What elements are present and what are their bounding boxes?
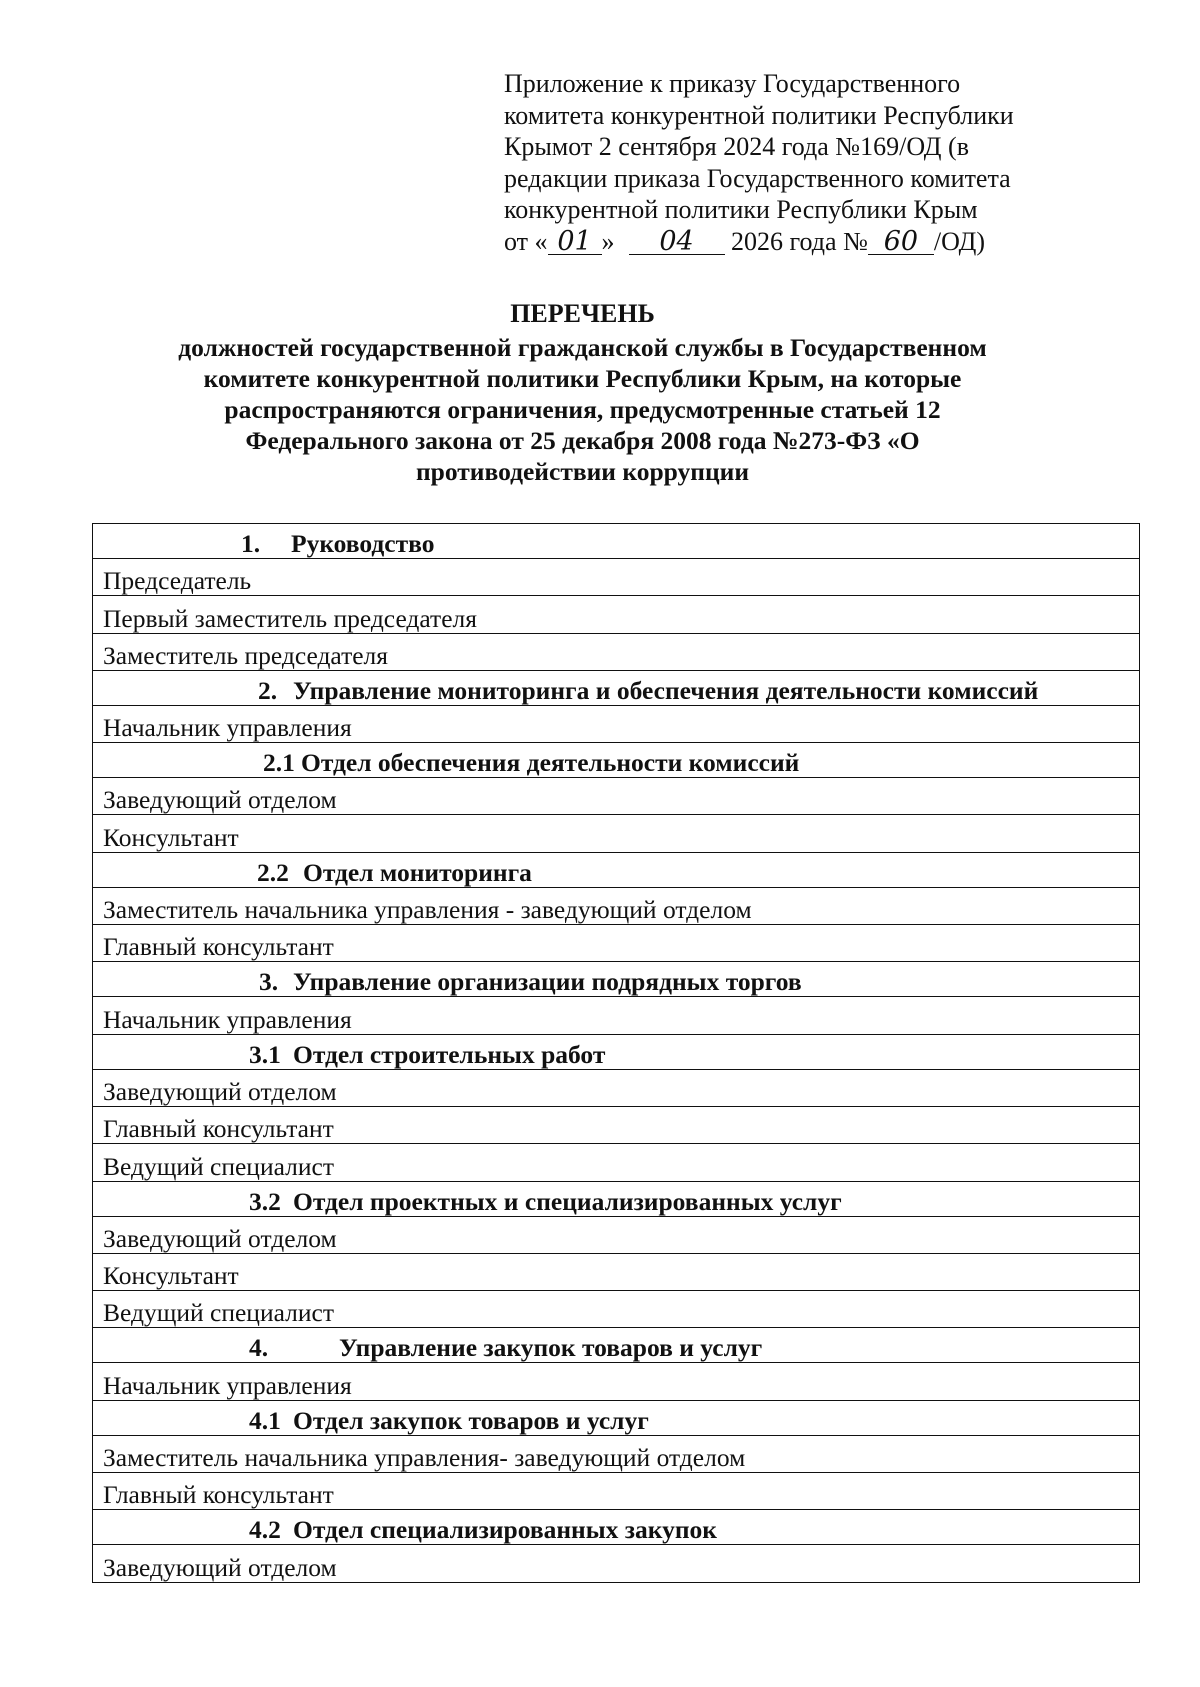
table-row: [93, 1144, 1140, 1181]
position-cell: Первый заместитель председателя: [93, 596, 1140, 633]
position-cell: Консультант: [93, 1253, 1140, 1290]
position-cell: Заместитель председателя: [93, 633, 1140, 670]
table-row: [93, 559, 1140, 596]
section-row: [93, 524, 1140, 559]
table-row: [93, 1363, 1140, 1400]
section-title: Отдел проектных и специализированных услуг: [293, 1186, 842, 1216]
from-label: от «: [504, 226, 548, 256]
table-row: [93, 1435, 1140, 1472]
document-title: [100, 298, 1065, 487]
section-number: 4.: [249, 1333, 269, 1363]
section-row: [93, 743, 1140, 778]
section-row: [93, 1510, 1140, 1545]
section-heading: [93, 670, 1140, 705]
section-number: 3.: [259, 967, 279, 997]
handwritten-number: 60: [868, 230, 934, 255]
position-cell: Заведующий отделом: [93, 778, 1140, 815]
position-cell: Главный консультант: [93, 925, 1140, 962]
position-cell: Заведующий отделом: [93, 1545, 1140, 1582]
appendix-line: конкурентной политики Республики Крым: [504, 195, 978, 224]
position-cell: Заместитель начальника управления- заведующий отделом: [93, 1435, 1140, 1472]
table-row: [93, 1291, 1140, 1328]
title-line: распространяются ограничения, предусмотренные статьей 12: [224, 395, 941, 424]
section-number: 4.1: [249, 1405, 281, 1435]
position-cell: Главный консультант: [93, 1473, 1140, 1510]
section-title: Отдел строительных работ: [293, 1039, 606, 1069]
section-heading: [93, 1510, 1140, 1545]
section-number: 3.1: [249, 1039, 281, 1069]
appendix-line: редакции приказа Государственного комитета: [504, 163, 1011, 193]
table-row: [93, 1106, 1140, 1143]
section-number: 2.1: [263, 748, 295, 778]
table-row: [93, 1253, 1140, 1290]
section-title: Отдел закупок товаров и услуг: [293, 1405, 649, 1435]
section-number: 4.2: [249, 1515, 281, 1545]
appendix-line: Крымот 2 сентября 2024 года №169/ОД (в: [504, 132, 969, 161]
section-row: [93, 1400, 1140, 1435]
position-cell: Заместитель начальника управления - заведующий отделом: [93, 887, 1140, 924]
title-line: Федерального закона от 25 декабря 2008 года №273-ФЗ «О: [245, 426, 920, 455]
year-label: 2026 года №: [731, 226, 868, 256]
position-cell: Консультант: [93, 815, 1140, 852]
quote-close: »: [601, 226, 615, 256]
table-row: [93, 1473, 1140, 1510]
section-heading: [93, 962, 1140, 997]
position-cell: Главный консультант: [93, 1106, 1140, 1143]
section-heading: [93, 1034, 1140, 1069]
section-title: Руководство: [291, 529, 435, 558]
positions-table: [92, 523, 1140, 1583]
order-suffix: /ОД): [933, 226, 985, 256]
section-heading: [93, 1400, 1140, 1435]
title-line: должностей государственной гражданской службы в Государственном: [178, 333, 987, 362]
appendix-line: комитета конкурентной политики Республики: [504, 100, 1014, 130]
section-row: [93, 852, 1140, 887]
position-cell: Начальник управления: [93, 1363, 1140, 1400]
section-title: Управление закупок товаров и услуг: [339, 1333, 763, 1363]
section-title: Управление мониторинга и обеспечения деятельности комиссий: [293, 675, 1039, 705]
section-heading: [93, 1181, 1140, 1216]
section-title: Отдел специализированных закупок: [293, 1515, 717, 1545]
section-number: 1.: [241, 529, 261, 558]
handwritten-month: 04: [629, 230, 725, 255]
section-heading: [93, 743, 1140, 778]
table-row: [93, 997, 1140, 1034]
table-row: [93, 633, 1140, 670]
table-row: [93, 1545, 1140, 1582]
table-row: [93, 1216, 1140, 1253]
appendix-line: Приложение к приказу Государственного: [504, 69, 961, 98]
table-row: [93, 778, 1140, 815]
section-heading: [93, 1328, 1140, 1363]
table-row: [93, 596, 1140, 633]
section-row: [93, 1034, 1140, 1069]
section-number: 3.2: [249, 1186, 281, 1216]
title-line: комитете конкурентной политики Республики Крым, на которые: [203, 364, 962, 393]
appendix-note: [504, 68, 1104, 257]
section-row: [93, 670, 1140, 705]
section-number: 2.2: [257, 857, 289, 887]
section-row: [93, 1181, 1140, 1216]
section-row: [93, 1328, 1140, 1363]
position-cell: Начальник управления: [93, 997, 1140, 1034]
section-heading: [93, 852, 1140, 887]
position-cell: Ведущий специалист: [93, 1144, 1140, 1181]
table-row: [93, 815, 1140, 852]
table-row: [93, 887, 1140, 924]
section-row: [93, 962, 1140, 997]
position-cell: Заведующий отделом: [93, 1216, 1140, 1253]
title-line: противодействии коррупции: [415, 457, 750, 486]
title-heading: ПЕРЕЧЕНЬ: [510, 299, 655, 328]
section-heading: [93, 524, 1140, 559]
position-cell: Заведующий отделом: [93, 1069, 1140, 1106]
position-cell: Ведущий специалист: [93, 1291, 1140, 1328]
section-title: Отдел мониторинга: [303, 857, 532, 887]
table-row: [93, 925, 1140, 962]
appendix-date-line: [504, 226, 1104, 258]
section-title: Управление организации подрядных торгов: [293, 967, 802, 997]
table-row: [93, 1069, 1140, 1106]
section-number: 2.: [258, 675, 278, 705]
position-cell: Председатель: [93, 559, 1140, 596]
position-cell: Начальник управления: [93, 705, 1140, 742]
section-title: Отдел обеспечения деятельности комиссий: [301, 748, 800, 778]
table-row: [93, 705, 1140, 742]
handwritten-day: 01: [548, 230, 602, 255]
